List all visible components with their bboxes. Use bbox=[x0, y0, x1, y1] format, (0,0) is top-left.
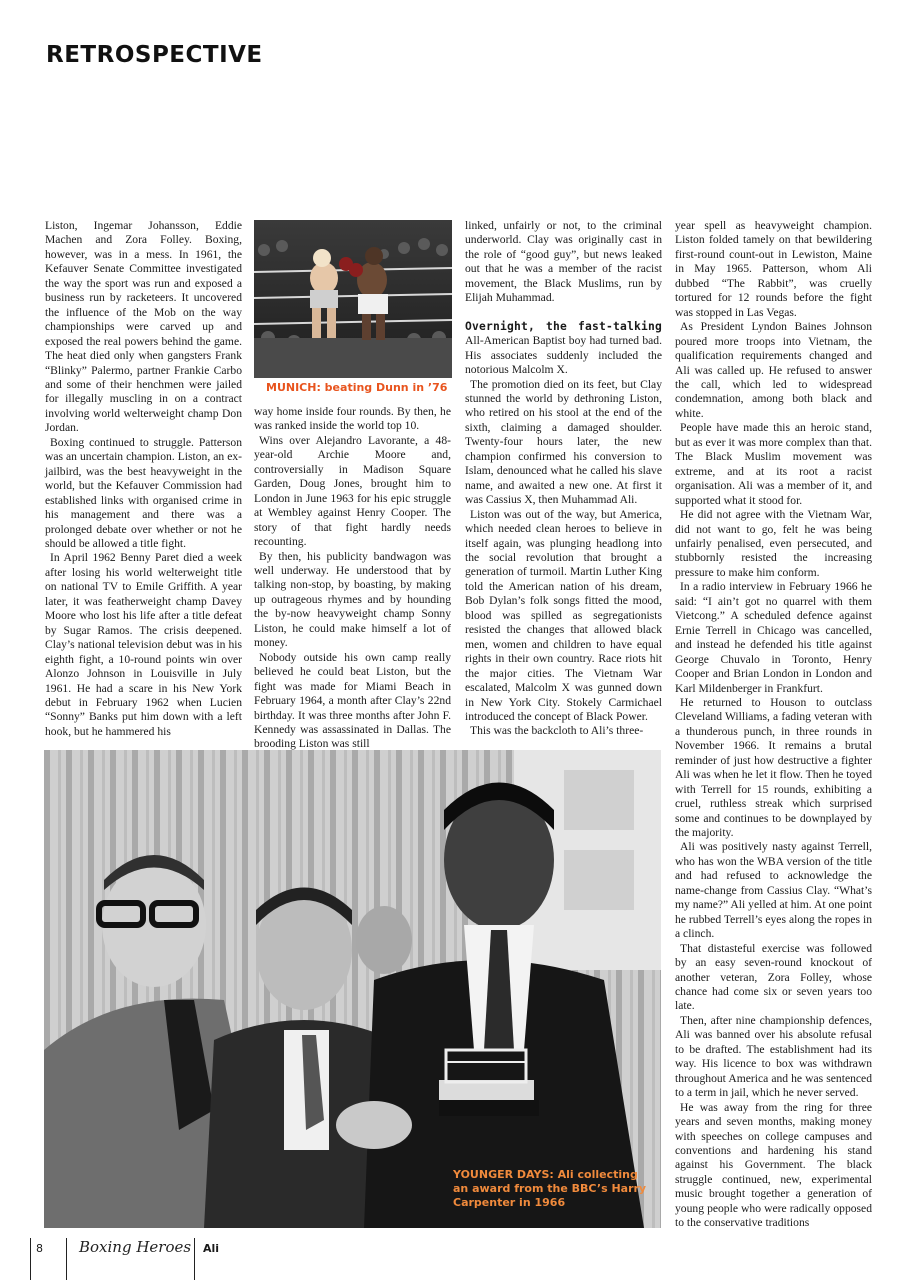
paragraph: linked, unfairly or not, to the criminal underworld. Clay was originally cast in the role of “good guy”, but news leaked out that he was a member of the racist movement, the Black Muslims, run by Elijah Muhammad. bbox=[465, 219, 662, 305]
page-footer bbox=[0, 1238, 905, 1280]
paragraph: Liston was out of the way, but America, which needed clean heroes to believe in itself again, was plunging headlong into the social revolution that brought a generation of turmoil. Martin Luther King told the American nation of his dream, Bob Dylan’s folk songs fitted the mood, blood was spilled as segregationists resisted the changes that allowed black men, women and children to have equal rights in their own country. Race riots hit the major cities. The Vietnam War escalated, Malcolm X was gunned down in New York City. Stokely Carmichael introduced the concept of Black Power. bbox=[465, 507, 662, 723]
article-subject: Ali bbox=[203, 1242, 220, 1255]
paragraph: Wins over Alejandro Lavorante, a 48-year-old Archie Moore and, controversially in Madison Square Garden, Doug Jones, brought him to London in June 1963 for his epic struggle at Wembley against Henry Cooper. The story of that fight hardly needs recounting. bbox=[254, 433, 451, 549]
article-column-1 bbox=[45, 219, 242, 739]
paragraph: Boxing continued to struggle. Patterson was an uncertain champion. Liston, an ex-jailbird, was the best heavyweight in the world, but the Kefauver Commission had established links with organised crime in his management and there was a prolonged debate over whether or not he should be allowed a title fight. bbox=[45, 435, 242, 550]
page-number: 8 bbox=[36, 1242, 43, 1255]
subhead-paragraph bbox=[465, 320, 662, 378]
footer-divider bbox=[66, 1238, 67, 1280]
paragraph: Ali was positively nasty against Terrell, who has won the WBA version of the title and had refused to acknowledge the name-change from Cassius Clay. “What’s my name?” Ali yelled at him. At one point he rubbed Terrell’s eyes along the ropes in a clinch. bbox=[675, 840, 872, 941]
article-column-3 bbox=[465, 219, 662, 739]
subhead-rest: All-American Baptist boy had turned bad. His associates suddenly included the notorious Malcolm X. bbox=[465, 334, 662, 377]
boxing-ring-icon bbox=[254, 220, 452, 378]
paragraph: This was the backcloth to Ali’s three- bbox=[470, 724, 644, 738]
article-column-2 bbox=[254, 405, 451, 752]
paragraph: Nobody outside his own camp really believed he could beat Liston, but the fight was made for Miami Beach in February 1964, a month after Clay’s 22nd birthday. It was three months after John F. Kennedy was assassinated in Dallas. The brooding Liston was still bbox=[254, 650, 451, 751]
photo-caption: YOUNGER DAYS: Ali collecting an award from the BBC’s Harry Carpenter in 1966 bbox=[453, 1168, 647, 1209]
award-photo bbox=[44, 750, 661, 1228]
section-title: RETROSPECTIVE bbox=[46, 42, 263, 68]
paragraph: Then, after nine championship defences, Ali was banned over his absolute refusal to be drafted. The establishment had its way. His licence to box was withdrawn throughout America and he was sentenced to a term in jail, which he never served. bbox=[675, 1013, 872, 1100]
paragraph: That distasteful exercise was followed by an easy seven-round knockout of another veteran, Zora Folley, whose chance had come six or seven years too late. bbox=[675, 941, 872, 1013]
paragraph: way home inside four rounds. By then, he was ranked inside the world top 10. bbox=[254, 405, 451, 433]
paragraph: He was away from the ring for three years and seven months, making money with speeches on college campuses and conventions and hardening his stand against his Government. The black struggle continued, new, experimental music brought together a generation of young people who were radically opposed to the conservative traditions bbox=[675, 1100, 872, 1230]
boxing-ring-photo bbox=[254, 220, 452, 378]
paragraph: People have made this an heroic stand, but as ever it was more complex than that. The Black Muslim movement was extreme, and at its root a racist organisation. Ali was a member of it, and supported what it stood for. bbox=[675, 421, 872, 507]
photo-caption: MUNICH: beating Dunn in ’76 bbox=[266, 381, 448, 394]
publication-name: Boxing Heroes bbox=[79, 1238, 192, 1256]
article-column-4 bbox=[675, 219, 872, 1231]
award-photo-icon bbox=[44, 750, 661, 1228]
paragraph: In April 1962 Benny Paret died a week after losing his world welterweight title on national TV to Emile Griffith. A year later, it was featherweight champ Davey Moore who lost his life after a title defeat by Sugar Ramos. The crisis deepened. Clay’s national television debut was in his eighth fight, a 10-round points win over Alonzo Johnson in Louisville in July 1961. He had a scare in his New York debut in February 1962 when Lucien “Sonny” Banks put him down with a left hook, but he hammered his bbox=[45, 551, 242, 738]
footer-divider bbox=[194, 1238, 195, 1280]
paragraph: Liston, Ingemar Johansson, Eddie Machen and Zora Folley. Boxing, however, was in a mess. In 1961, the Kefauver Senate Committee investigated the way the sport was run and exposed a business run by racketeers. It uncovered the influence of the Mob on the way championships were carved up and exposed the real powers behind the game. The heat died only when gangsters Frank “Blinky” Palermo, partner Frankie Carbo and some of their henchmen were jailed for illegally muscling in on a contract involving world welterweight champ Don Jordan. bbox=[45, 219, 242, 435]
paragraph: year spell as heavyweight champion. Liston folded tamely on that bewildering first-round count-out in Lewiston, Maine in May 1965. Patterson, whom Ali dubbed “The Rabbit”, was cruelly tortured for 12 rounds before the fight was stopped in Las Vegas. bbox=[675, 219, 872, 319]
paragraph: In a radio interview in February 1966 he said: “I ain’t got no quarrel with them Vietcong.” A scheduled defence against Ernie Terrell in Chicago was cancelled, and instead he defended his title against George Chuvalo in Toronto, Henry Cooper and Brian London in London and Karl Mildenberger in Frankfurt. bbox=[675, 580, 872, 695]
paragraph: The promotion died on its feet, but Clay stunned the world by dethroning Liston, who retired on his stool at the end of the sixth, claiming a damaged shoulder. Twenty-four hours later, the new champion confirmed his conversion to Islam, denounced what he called his slave name, and awaited a new one. At first it was Cassius X, then Muhammad Ali. bbox=[465, 377, 662, 507]
paragraph: He did not agree with the Vietnam War, did not want to go, felt he was being unfairly penalised, even persecuted, and stubbornly resisted the increasing pressure to make him conform. bbox=[675, 508, 872, 579]
paragraph: By then, his publicity bandwagon was well underway. He understood that by talking non-stop, by boasting, by making up outrageous rhymes and by hounding the by-now heavyweight champ Sonny Liston, he could make himself a lot of money. bbox=[254, 549, 451, 650]
footer-divider bbox=[30, 1238, 31, 1280]
paragraph: As President Lyndon Baines Johnson poured more troops into Vietnam, the qualification requirements changed and Ali was called up. He refused to answer the call, which led to widespread condemnation, among both black and white. bbox=[675, 320, 872, 420]
paragraph: He returned to Houson to outclass Cleveland Williams, a fading veteran with a thunderous punch, in three rounds in November 1966. It remains a brutal reminder of just how destructive a fighter Ali was when he let it flow. Then he toyed with Terrell for 15 rounds, exhibiting a cruel, ruthless streak which surprised some and continues to be downplayed by the majority. bbox=[675, 695, 872, 840]
subhead: Overnight, the fast-talking bbox=[465, 319, 662, 333]
